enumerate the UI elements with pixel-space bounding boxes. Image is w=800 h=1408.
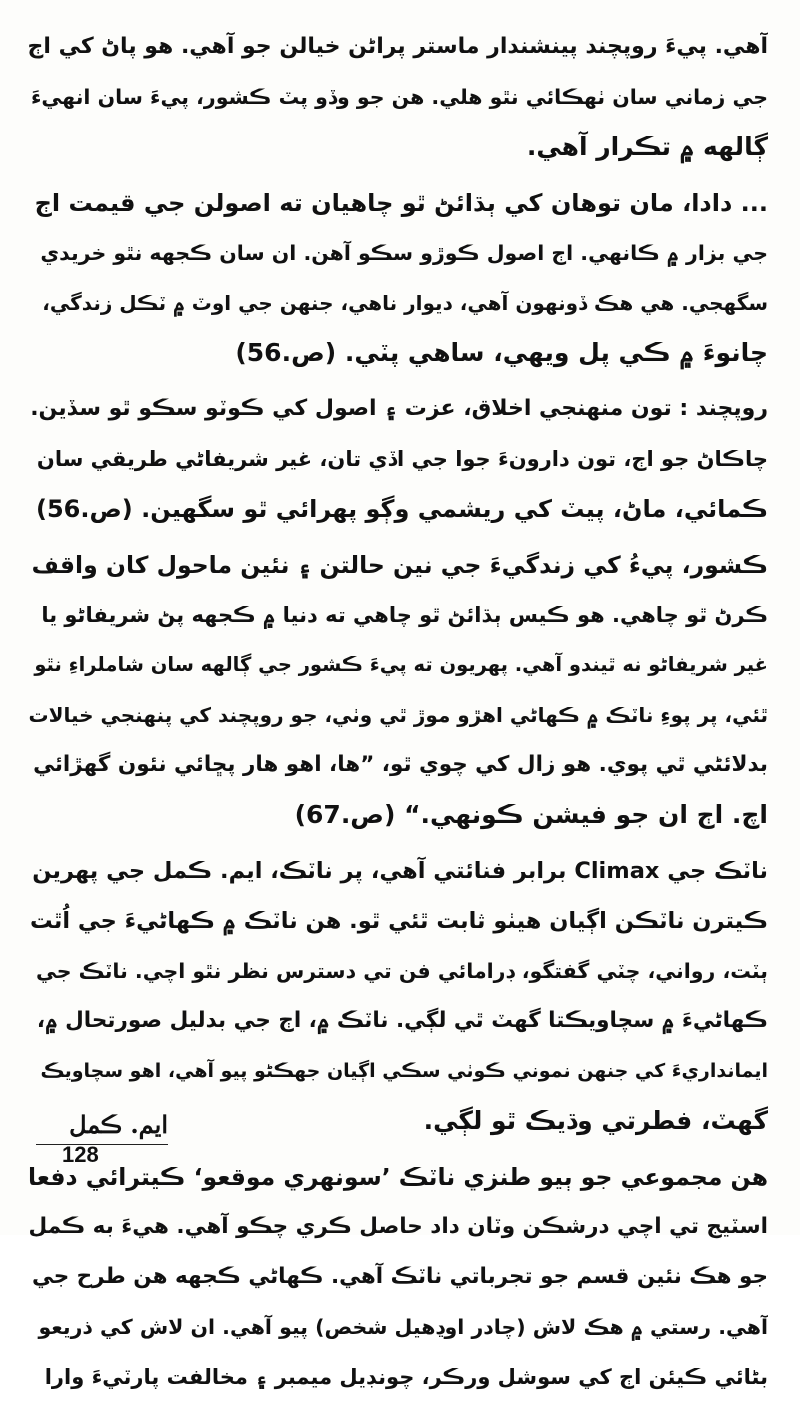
text-line: روپچند : تون منهنجي اخلاق، عزت ۽ اصول کي ڪوٽو سڪو ٿو سڏين. [30,396,768,421]
text-line: ٻٽت، رواني، چٽي گفتگو، ڊرامائي فن تي دسترس نظر نٿو اچي. ناٽڪ جي [36,959,768,983]
text-line: ڳالهه ۾ تڪرار آهي. [526,132,768,161]
paragraph [28,846,768,1146]
body-text [28,22,768,1408]
paragraph [28,22,768,172]
text-line: چانوءَ ۾ ڪي پل ويهي، ساهي پٽي. (ص.56) [235,338,768,367]
text-line: آهي. رستي ۾ هڪ لاش (چادر اوڍهيل شخص) پيو آهي. ان لاش کي ذريعو [38,1315,768,1339]
footer-rule [36,1144,168,1145]
footer [28,1108,168,1145]
text-line: ... دادا، مان توهان کي ٻڌائڻ ٿو چاهيان ته اصولن جي قيمت اڄ [34,189,768,217]
text-line: ايمانداريءَ کي جنهن نموني ڪوٺي سڪي اڳيان جهڪڻو پيو آهي، اهو سچاويڪ [40,1060,768,1082]
text-line: بدلائڻي ٿي پوي. هو زال کي چوي ٿو، ”ها، اهو هار پڇائي نئون گهڙائي [33,752,768,777]
footer-author: ايم. ڪمل [69,1110,168,1139]
text-line: ٿئي، پر پوءِ ناٽڪ ۾ ڪهاڻي اهڙو موڙ ٿي وٺي، جو روپچند کي پنهنجي خيالات [28,703,768,727]
text-line: ڪشور، پيءُ کي زندگيءَ جي نين حالتن ۽ نئين ماحول کان واقف [31,551,768,579]
text-line: سگهجي. هي هڪ ڏونهون آهي، ديوار ناهي، جنهن جي اوٽ ۾ ٽڪل زندگي، [42,291,768,315]
paragraph [28,178,768,378]
text-line: ڪمائي، ماڻ، پيٽ کي ريشمي وڳو پهرائي ٿو سگهين. (ص.56) [36,495,768,523]
text-line: ڪهاڻيءَ ۾ سچاويڪتا گهٽ ٿي لڳي. ناٽڪ ۾، اڄ جي بدليل صورتحال ۾، [36,1008,768,1033]
text-line: چاڪاڻ جو اڄ، تون دارونءَ جوا جي اڏي تان، غير شريفاڻي طريقي سان [36,447,768,471]
paragraph [28,1152,768,1402]
text-line: هن مجموعي جو ٻيو طنزي ناٽڪ ’سونهري موقعو‘ ڪيترائي دفعا [28,1163,768,1191]
text-line: غير شريفاڻو نه ٿيندو آهي. پهريون ته پيءَ ڪشور جي ڳالهه سان شاملراءِ نٿو [34,653,768,676]
text-line: ڪرڻ ٿو چاهي. هو ڪيس ٻڌائڻ ٿو چاهي ته دنيا ۾ ڪجهه پڻ شريفاڻو يا [41,603,768,627]
text-line: بڻائي ڪيئن اڄ کي سوشل ورڪر، چونڊيل ميمبر ۽ مخالفت پارٽيءَ وارا [44,1365,768,1389]
page-number: 128 [62,1142,99,1167]
text-line: ناٽڪ جي Climax برابر فنائتي آهي، پر ناٽڪ، ايم. ڪمل جي پهرين [32,858,768,884]
text-line: ڪيترن ناٽڪن اڳيان هيٺو ثابت ٿئي ٿو. هن ناٽڪ ۾ ڪهاڻيءَ جي اُٿت [30,908,768,934]
paragraph [28,384,768,534]
paragraph [28,540,768,840]
text-line: جي زماني سان ٺهڪائي نٿو هلي. هن جو وڏو پٽ ڪشور، پيءَ سان انهيءَ [30,85,768,109]
text-line: جو هڪ نئين قسم جو تجرباتي ناٽڪ آهي. ڪهاڻي ڪجهه هن طرح جي [31,1264,768,1289]
text-line: اچ. اڄ ان جو فيشن ڪونهي.“ (ص.67) [294,800,768,829]
text-line: آهي. پيءَ روپچند پينشندار ماستر پراڻن خيالن جو آهي. هو پاڻ کي اڄ [28,34,768,59]
text-line: اسٽيج تي اچي درشڪن وٽان داد حاصل ڪري چڪو آهي. هيءَ به ڪمل [28,1214,768,1239]
text-line: گهٽ، فطرتي وڌيڪ ٿو لڳي. [423,1106,768,1135]
text-line: جي بزار ۾ ڪانهي. اڄ اصول ڪوڙو سڪو آهن. ان سان ڪجهه نٿو خريدي [40,241,768,265]
